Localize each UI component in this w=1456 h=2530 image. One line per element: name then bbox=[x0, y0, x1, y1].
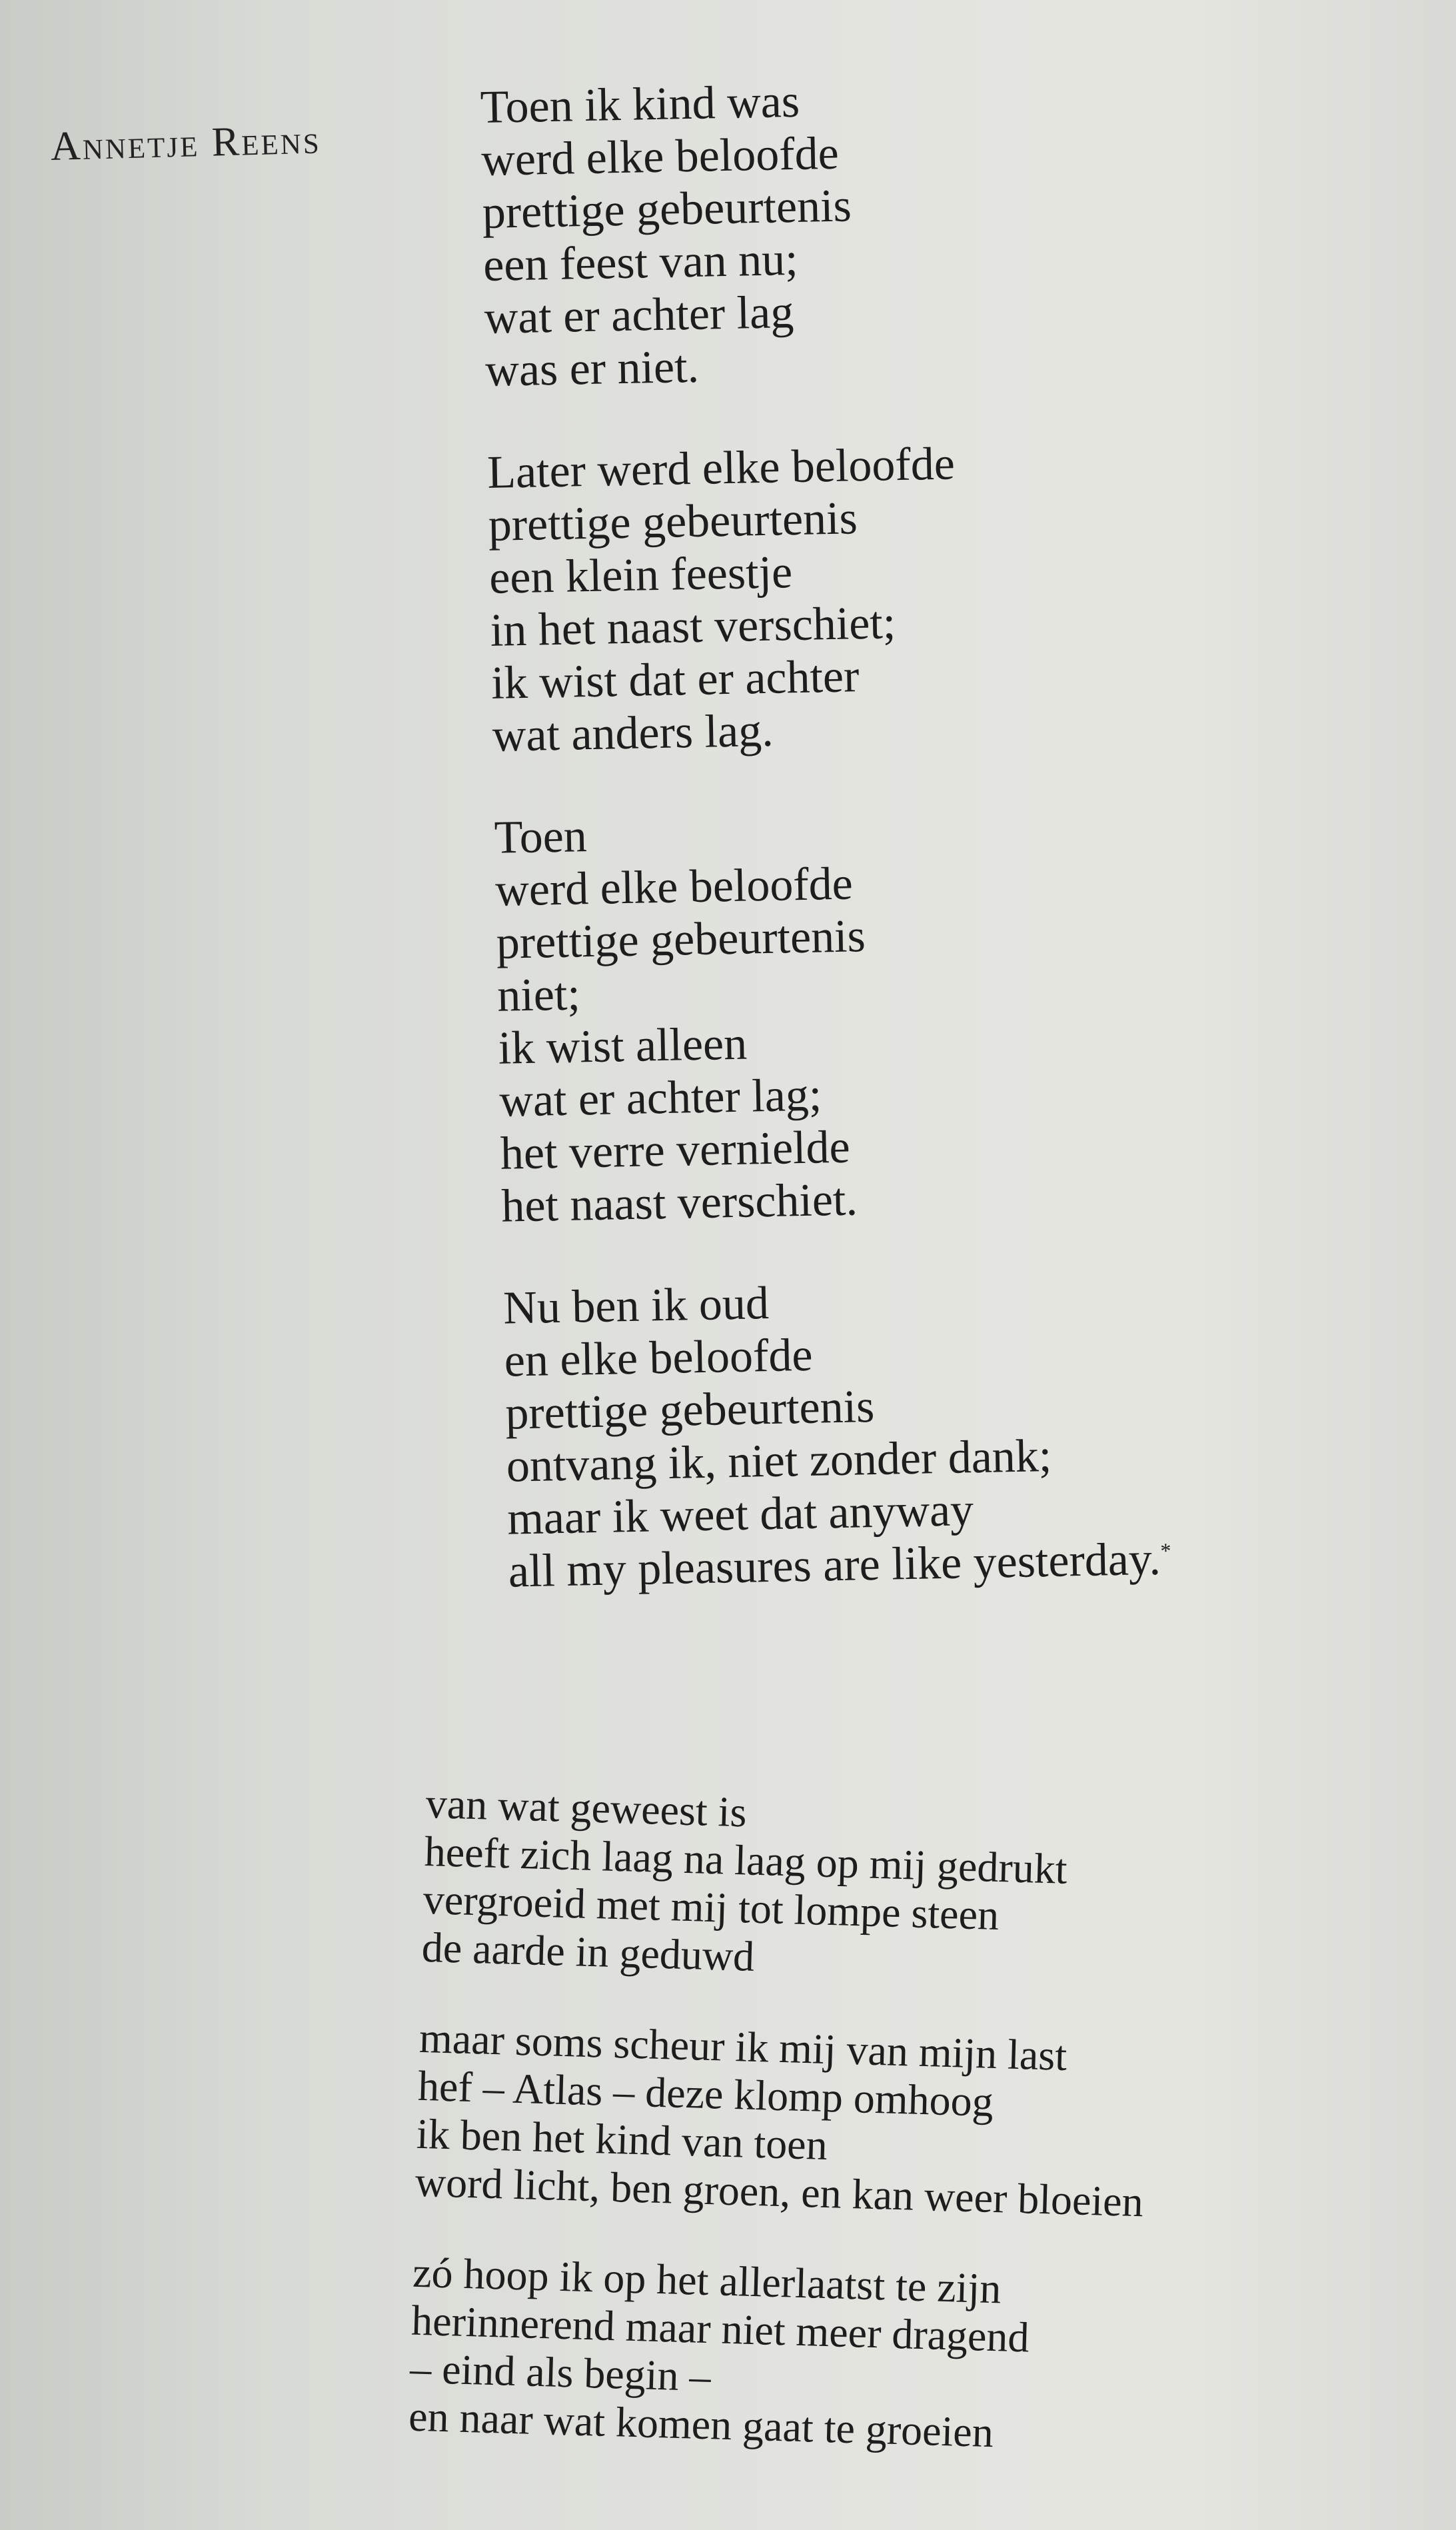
poem-line: heeft zich laag na laag op mij gedrukt bbox=[424, 1827, 1068, 1893]
poem-line: prettige gebeurtenis bbox=[496, 910, 866, 969]
poem-line: wat er achter lag bbox=[484, 287, 794, 344]
poem-1-stanza-2 bbox=[487, 434, 1156, 762]
poem-line: werd elke beloofde bbox=[494, 858, 854, 916]
poem-line: werd elke beloofde bbox=[480, 127, 840, 186]
poem-2-stanza-3 bbox=[408, 2249, 1141, 2461]
poem-line: ontvang ik, niet zonder dank; bbox=[506, 1430, 1052, 1492]
poem-line: word licht, ben groen, en kan weer bloeien bbox=[414, 2157, 1144, 2226]
poem-line: wat er achter lag; bbox=[498, 1069, 822, 1127]
poem-line: ik wist alleen bbox=[498, 1018, 748, 1074]
poem-1-stanza-4 bbox=[503, 1270, 1172, 1598]
poem-line: het naast verschiet. bbox=[500, 1174, 858, 1232]
poem-line: een feest van nu; bbox=[482, 233, 799, 291]
poem-2-stanza-2 bbox=[414, 2014, 1148, 2226]
author-name: Annetje Reens bbox=[50, 117, 322, 169]
poem-line: prettige gebeurtenis bbox=[488, 493, 858, 551]
poem-line: ik wist dat er achter bbox=[490, 650, 860, 709]
poem-line: Later werd elke beloofde bbox=[486, 438, 956, 499]
poem-1-stanza-3 bbox=[494, 799, 1165, 1233]
poem-line-text: all my pleasures are like yesterday. bbox=[508, 1533, 1161, 1598]
poem-line: vergroeid met mij tot lompe steen bbox=[422, 1875, 1000, 1939]
poem-line: niet; bbox=[496, 968, 581, 1022]
poem-line: Nu ben ik oud bbox=[502, 1278, 770, 1334]
poem-1-stanza-1 bbox=[480, 69, 1149, 397]
poem-line: en naar wat komen gaat te groeien bbox=[408, 2392, 994, 2457]
poem-2-stanza-1 bbox=[421, 1780, 1155, 1991]
poem-line: Toen bbox=[494, 810, 588, 864]
poem-line: Toen ik kind was bbox=[480, 75, 800, 133]
poem-line: het verre vernielde bbox=[500, 1121, 851, 1180]
poem-line: prettige gebeurtenis bbox=[504, 1381, 875, 1440]
poem-line: zó hoop ik op het allerlaatst te zijn bbox=[412, 2248, 1002, 2313]
poem-line: herinnerend maar niet meer dragend bbox=[410, 2296, 1030, 2361]
poem-2 bbox=[407, 1780, 1155, 2503]
poem-line: van wat geweest is bbox=[425, 1780, 748, 1836]
poem-line: was er niet. bbox=[484, 341, 700, 397]
poem-line: en elke beloofde bbox=[504, 1329, 814, 1387]
poem-line: de aarde in geduwd bbox=[420, 1923, 756, 1980]
poem-line: in het naast verschiet; bbox=[490, 597, 896, 656]
poem-1 bbox=[480, 69, 1173, 1648]
poem-line: hef – Atlas – deze klomp omhoog bbox=[417, 2061, 994, 2125]
footnote-marker: * bbox=[1160, 1538, 1171, 1563]
poem-line: maar ik weet dat anyway bbox=[506, 1484, 974, 1545]
poem-line: wat anders lag. bbox=[492, 704, 774, 762]
poem-line: maar soms scheur ik mij van mijn last bbox=[418, 2013, 1068, 2079]
poem-line: een klein feestje bbox=[488, 547, 793, 604]
poem-line: – eind als begin – bbox=[409, 2344, 712, 2401]
poem-line: ik ben het kind van toen bbox=[416, 2109, 828, 2169]
poem-line: prettige gebeurtenis bbox=[482, 180, 852, 239]
